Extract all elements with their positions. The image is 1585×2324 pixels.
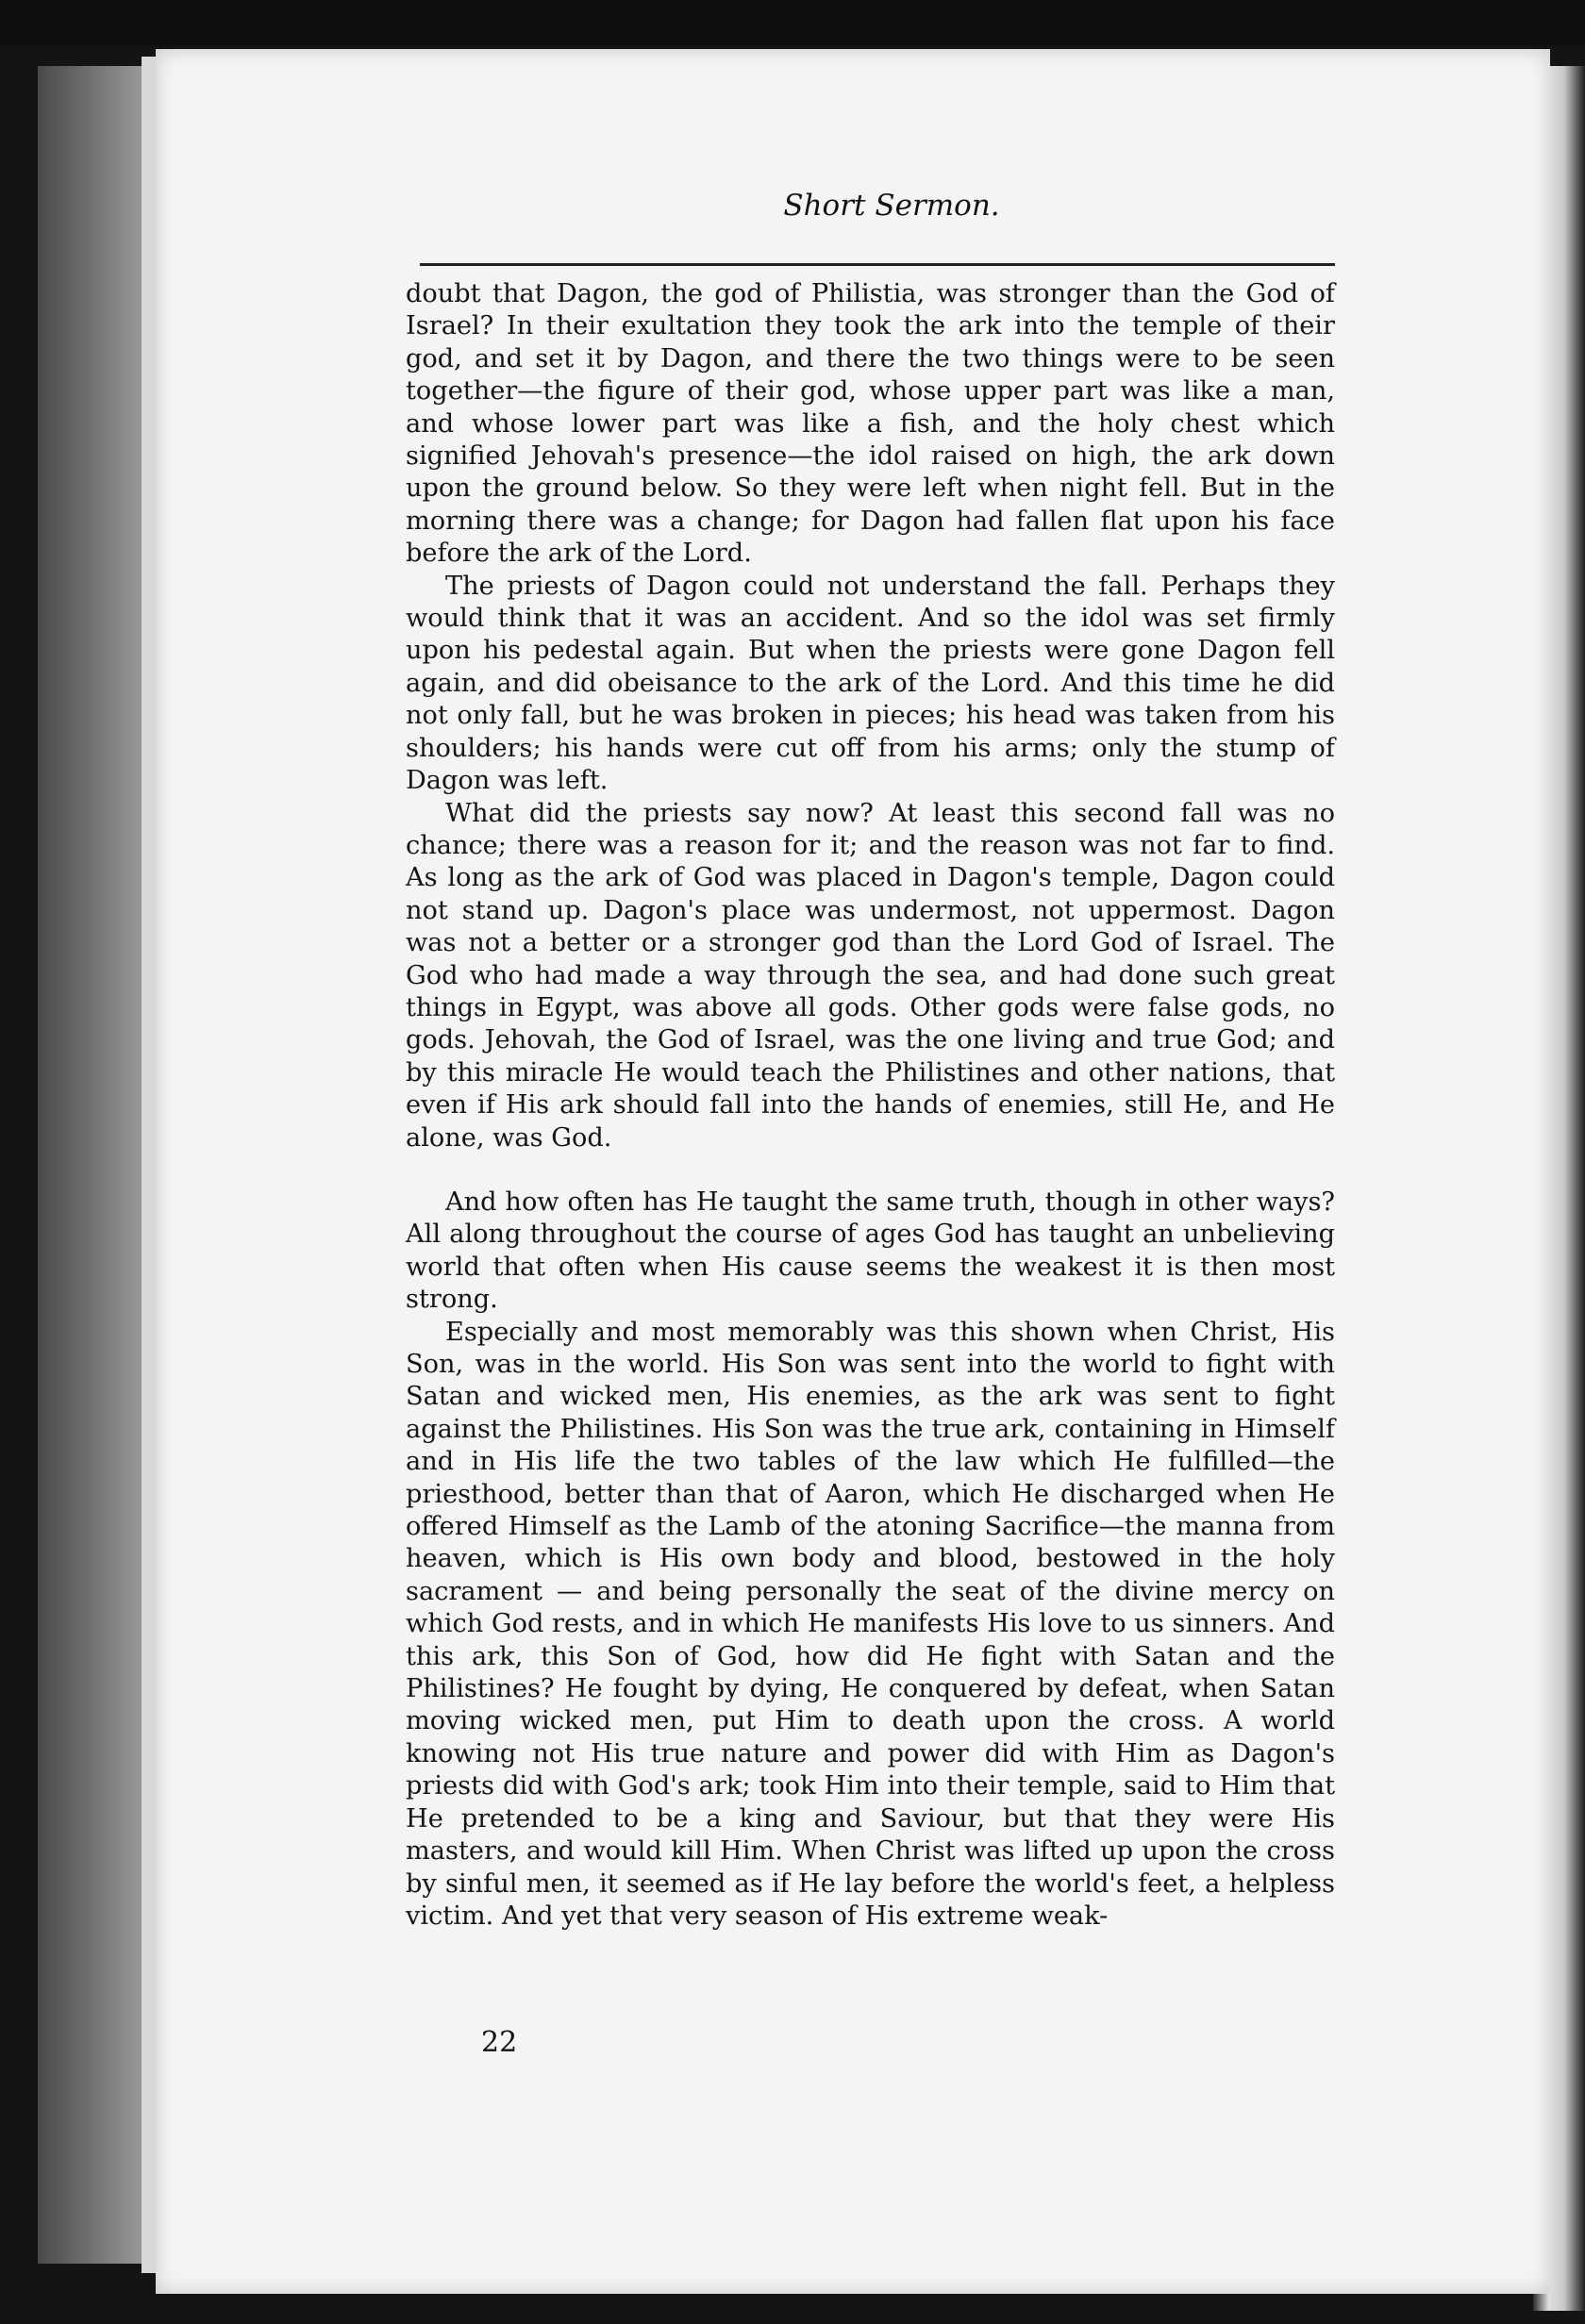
running-title: Short Sermon. bbox=[783, 189, 1000, 223]
header-rule bbox=[420, 263, 1335, 266]
paragraph-1: doubt that Dagon, the god of Philistia, was stronger than the God of Israel? In their exultation they took the ark into the temple of their god, and set it by Dagon, and there the two things were to be seen together—the figure of their god, whose upper part was like a man, and whose lower part was like a fish, and the holy chest which signified Jehovah's presence—the idol raised on high, the ark down upon the ground below. So they were left when night fell. But in the morning there was a change; for Dagon had fallen flat upon his face before the ark of the Lord. bbox=[406, 279, 1335, 569]
page-number: 22 bbox=[481, 2026, 518, 2059]
paragraph-2: The priests of Dagon could not understand the fall. Perhaps they would think that it was an accident. And so the idol was set firmly upon his pedestal again. But when the priests were gone Dagon fell again, and did obeisance to the ark of the Lord. And this time he did not only fall, but he was broken in pieces; his head was taken from his shoulders; his hands were cut off from his arms; only the stump of Dagon was left. bbox=[406, 571, 1335, 796]
paragraph-5: Especially and most memorably was this shown when Christ, His Son, was in the world. His Son was sent into the world to fight with Satan and wicked men, His enemies, as the ark was sent to fight against the Philistines. His Son was the true ark, containing in Himself and in His life the two tables of the law which He fulfilled—the priesthood, better than that of Aaron, which He discharged when He offered Himself as the Lamb of the atoning Sacrifice—the manna from heaven, which is His own body and blood, bestowed in the holy sacrament — and being personally the seat of the divine mercy on which God rests, and in which He manifests His love to us sinners. And this ark, this Son of God, how did He fight with Satan and the Philistines? He fought by dying, He conquered by defeat, when Satan moving wicked men, put Him to death upon the cross. A world knowing not His true nature and power did with Him as Dagon's priests did with God's ark; took Him into their temple, said to Him that He pretended to be a king and Saviour, but that they were His masters, and would kill Him. When Christ was lifted up upon the cross by sinful men, it seemed as if He lay before the world's feet, a helpless victim. And yet that very season of His extreme weak- bbox=[406, 1317, 1335, 1931]
paragraph-3: What did the priests say now? At least this second fall was no chance; there was a reason for it; and the reason was not far to find. As long as the ark of God was placed in Dagon's temple, Dagon could not stand up. Dagon's place was undermost, not uppermost. Dagon was not a better or a stronger god than the Lord God of Israel. The God who had made a way through the sea, and had done such great things in Egypt, was above all gods. Other gods were false gods, no gods. Jehovah, the God of Israel, was the one living and true God; and by this miracle He would teach the Philistines and other nations, that even if His ark should fall into the hands of enemies, still He, and He alone, was God. bbox=[406, 798, 1335, 1153]
body-text bbox=[406, 278, 1335, 1933]
paragraph-4: And how often has He taught the same truth, though in other ways? All along throughout the course of ages God has taught an unbelieving world that often when His cause seems the weakest it is then most strong. bbox=[406, 1187, 1335, 1315]
scan-top-edge bbox=[0, 0, 1585, 45]
